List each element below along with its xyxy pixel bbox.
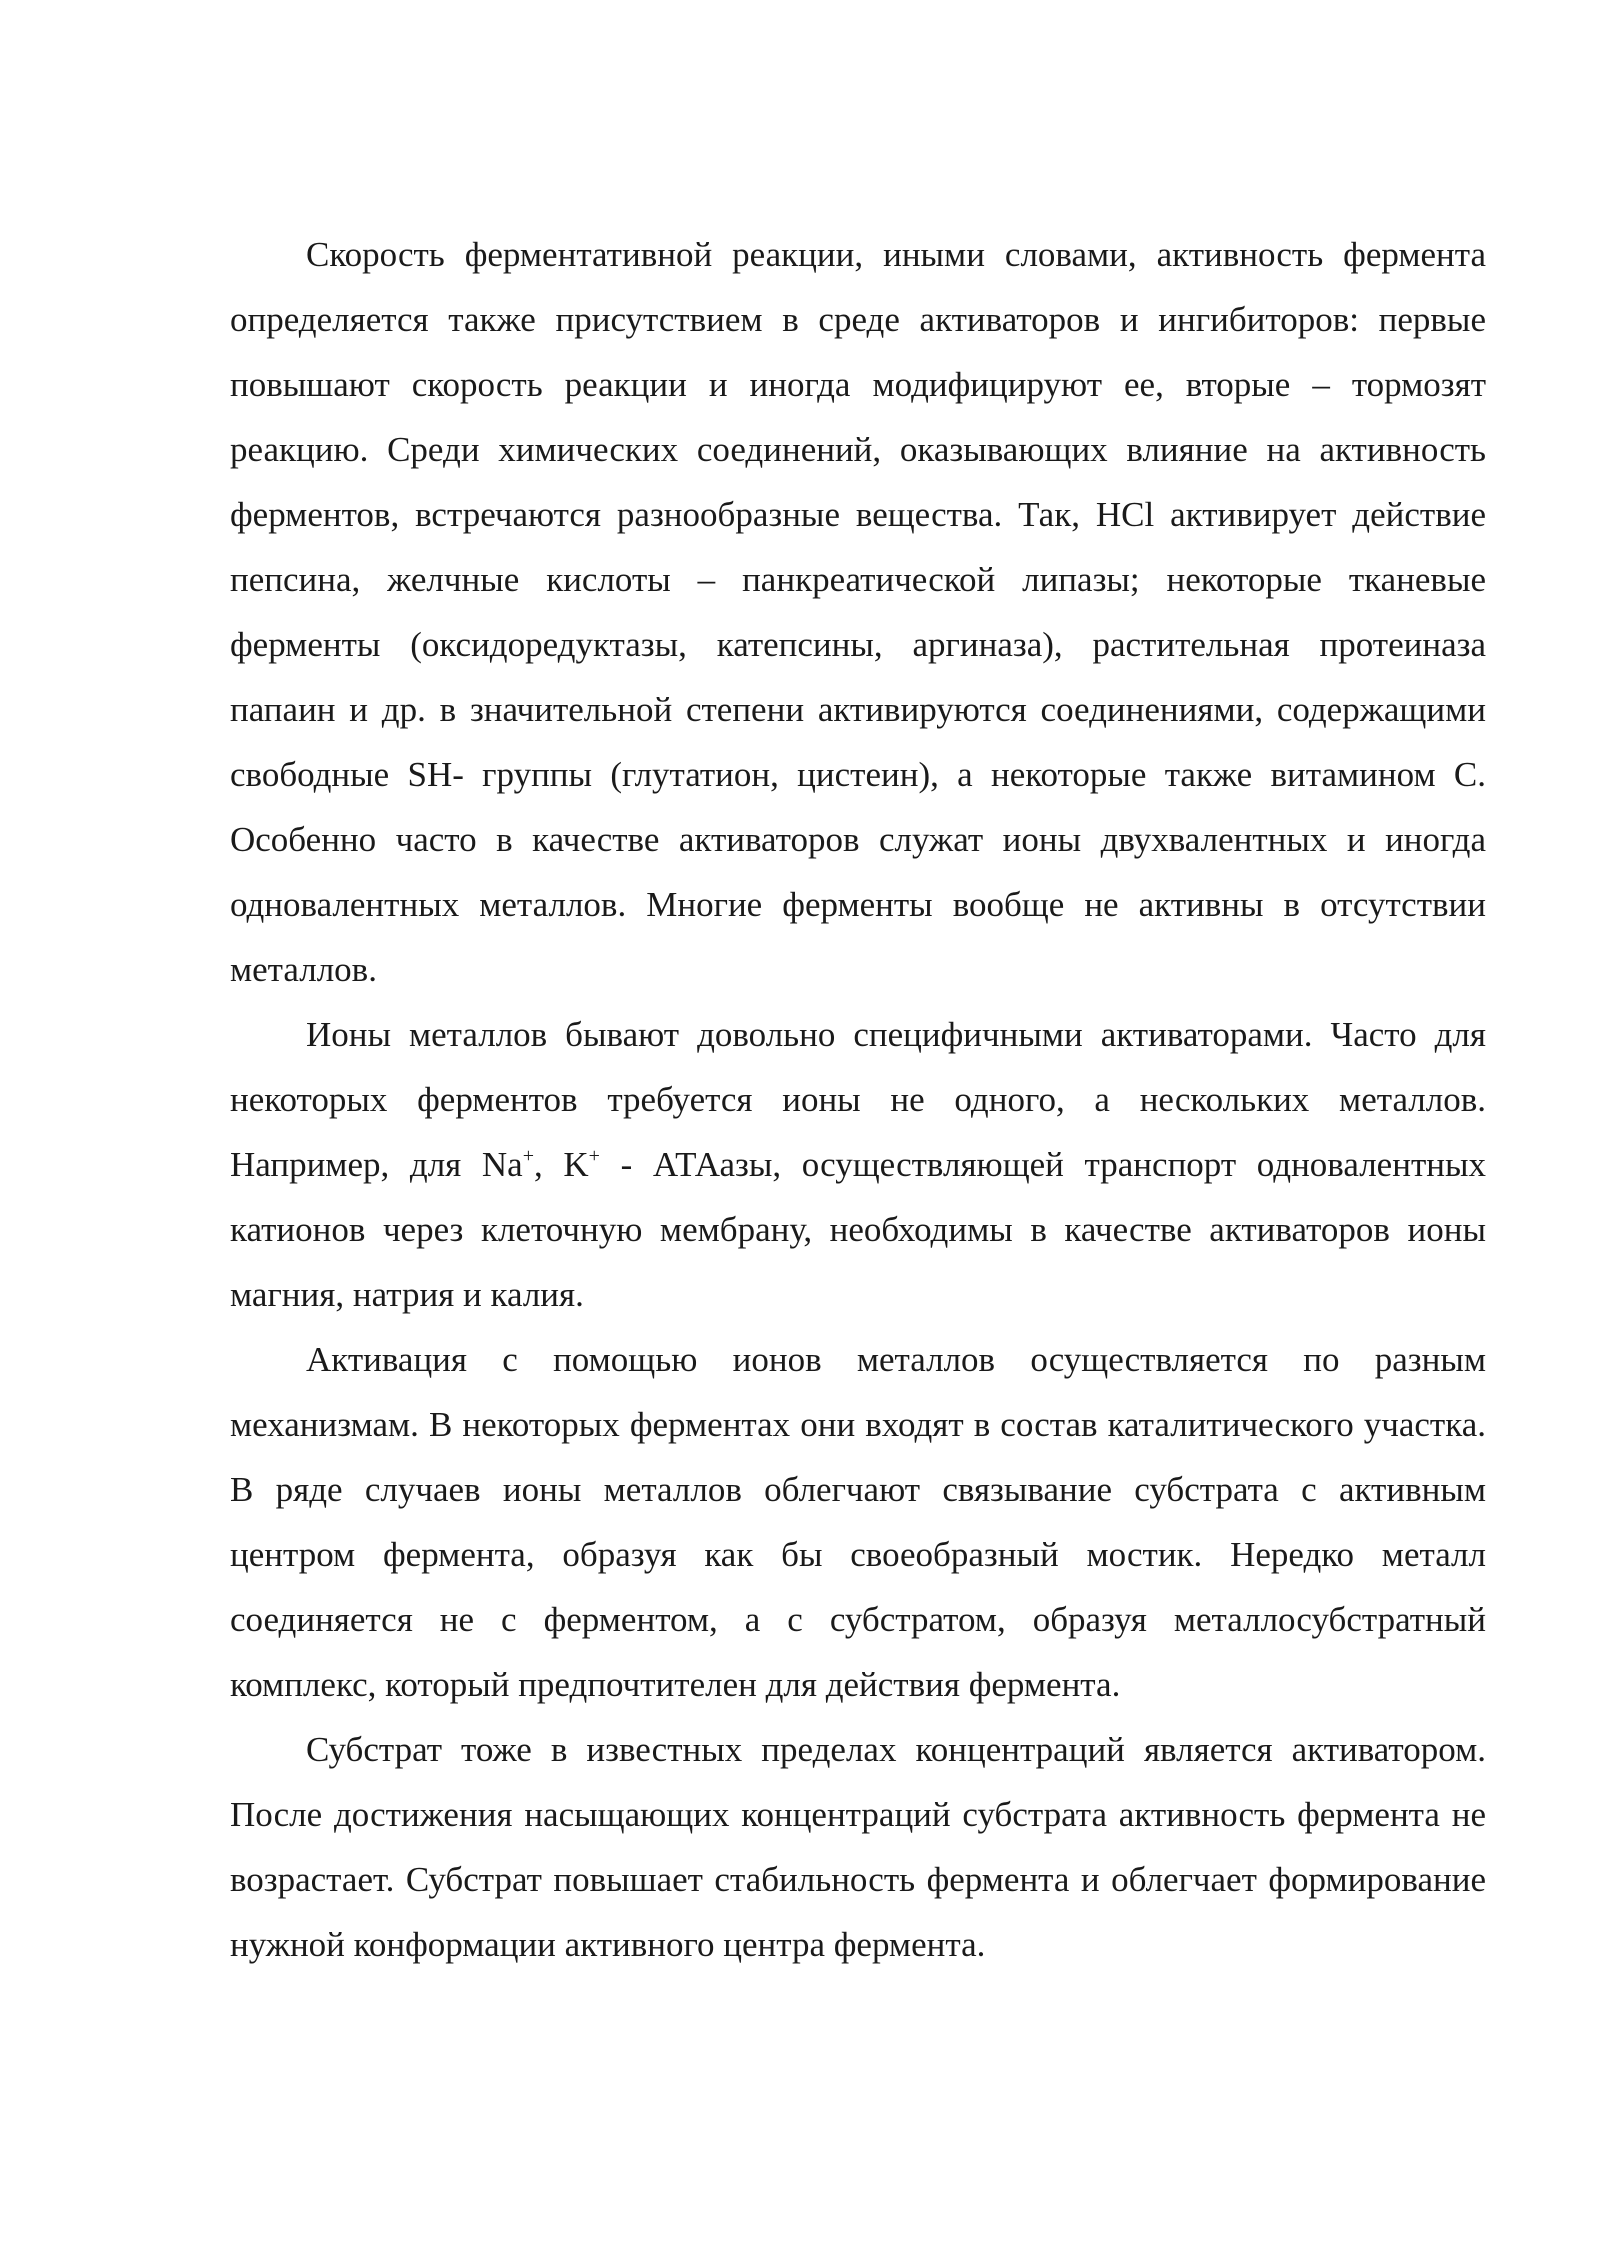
paragraph-1: Скорость ферментативной реакции, иными словами, активность фермента определяется также присутствием в среде активаторов и ингибиторов: первые повышают скорость реакции и иногда модифицируют ее, вторые – тормозят реакцию. Среди химических соединений, оказывающих влияние на активность ферментов, встречаются разнообразные вещества. Так, HCl активирует действие пепсина, желчные кислоты – панкреатической липазы; некоторые тканевые ферменты (оксидоредуктазы, катепсины, аргиназа), растительная протеиназа папаин и др. в значительной степени активируются соединениями, содержащими свободные SH- группы (глутатион, цистеин), а некоторые также витамином С. Особенно часто в качестве активаторов служат ионы двухвалентных и иногда одновалентных металлов. Многие ферменты вообще не активны в отсутствии металлов. (230, 235, 1486, 989)
paragraph-2-part-2: , K (533, 1145, 589, 1184)
paragraph-2-part-1: Ионы металлов бывают довольно специфичными активаторами. Часто для некоторых ферментов требуется ионы не одного, а нескольких металлов. Например, для Na (230, 1015, 1486, 1184)
paragraph-3: Активация с помощью ионов металлов осуществляется по разным механизмам. В некоторых ферментах они входят в состав каталитического участка. В ряде случаев ионы металлов облегчают связывание субстрата с активным центром фермента, образуя как бы своеобразный мостик. Нередко металл соединяется не с ферментом, а с субстратом, образуя металлосубстратный комплекс, который предпочтителен для действия фермента. (230, 1340, 1486, 1704)
document-body (230, 222, 1486, 1977)
paragraph-4: Субстрат тоже в известных пределах концентраций является активатором. После достижения насыщающих концентраций субстрата активность фермента не возрастает. Субстрат повышает стабильность фермента и облегчает формирование нужной конформации активного центра фермента. (230, 1730, 1486, 1964)
potassium-charge-superscript: + (588, 1145, 600, 1167)
paragraph-2-part-3: - АТАазы, осуществляющей транспорт одновалентных катионов через клеточную мембрану, необходимы в качестве активаторов ионы магния, натрия и калия. (230, 1145, 1486, 1314)
sodium-charge-superscript: + (522, 1145, 534, 1167)
paragraph-2 (230, 1002, 1486, 1327)
